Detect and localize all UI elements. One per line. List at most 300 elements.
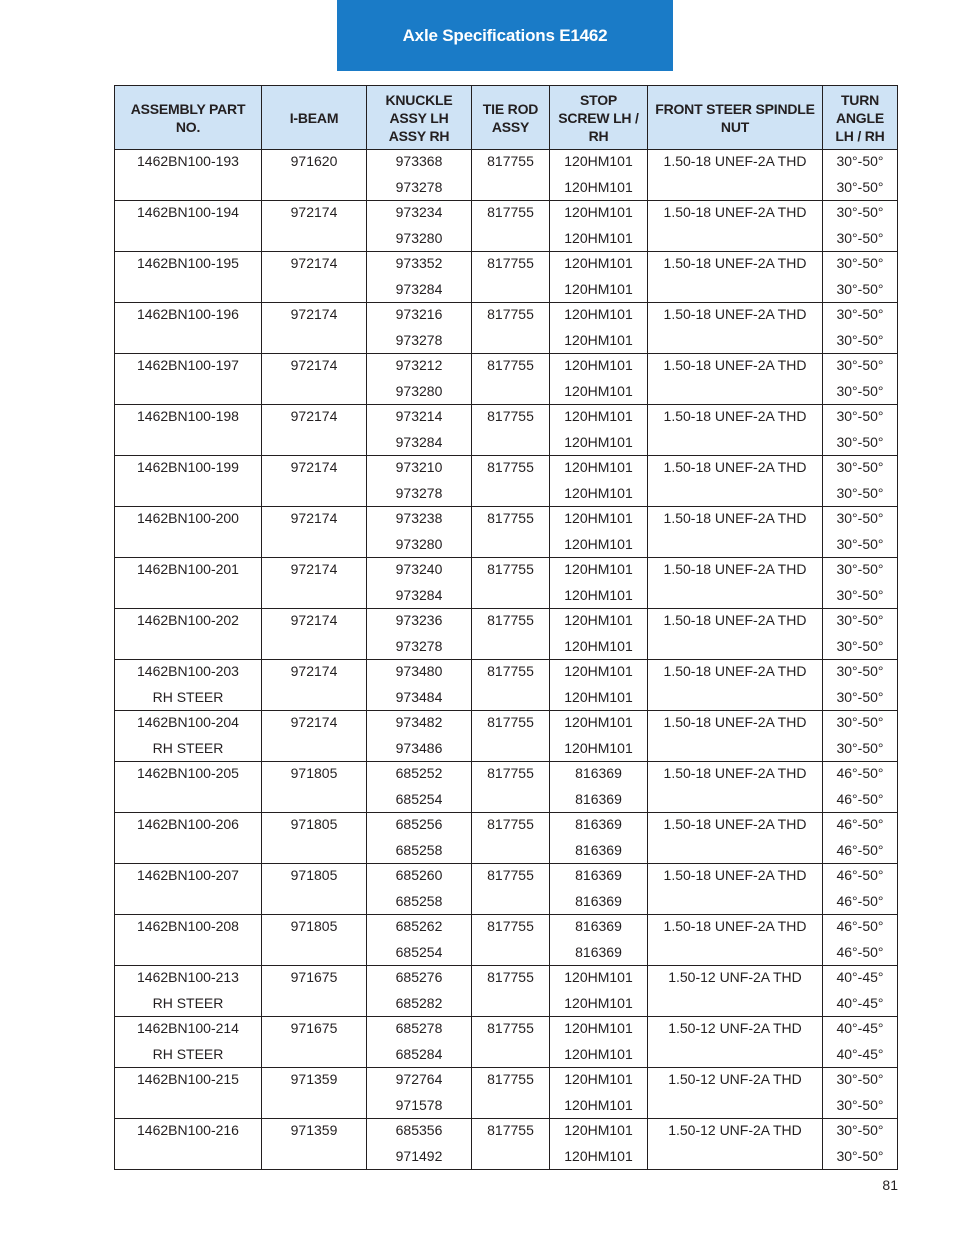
cell-spindle-nut-line-2 — [648, 481, 822, 506]
cell-i-beam-line-2 — [262, 940, 366, 965]
cell-turn-angle-line-1: 30°-50° — [836, 153, 884, 169]
cell-stop-screw-line-1: 816369 — [575, 765, 622, 781]
cell-tie-rod-assy-line-1: 817755 — [487, 510, 534, 526]
cell-assembly-part-no-line-2 — [115, 889, 261, 914]
cell-i-beam-line-1: 971805 — [290, 867, 338, 883]
table-row — [115, 456, 898, 507]
cell-turn-angle-line-1: 30°-50° — [836, 204, 884, 220]
cell-turn-angle — [823, 864, 898, 915]
cell-spindle-nut — [648, 609, 823, 660]
cell-assembly-part-no — [115, 762, 262, 813]
cell-turn-angle-line-2: 40°-45° — [836, 1046, 884, 1062]
cell-tie-rod-assy — [472, 150, 550, 201]
cell-assembly-part-no-line-1: 1462BN100-208 — [137, 918, 239, 934]
cell-i-beam-line-1: 971805 — [290, 918, 338, 934]
cell-assembly-part-no-line-1: 1462BN100-195 — [137, 255, 239, 271]
cell-knuckle-assy-line-1: 973480 — [395, 663, 443, 679]
cell-turn-angle — [823, 1119, 898, 1170]
cell-turn-angle — [823, 660, 898, 711]
cell-assembly-part-no — [115, 609, 262, 660]
cell-i-beam-line-1: 972174 — [290, 510, 338, 526]
cell-stop-screw-line-1: 120HM101 — [564, 255, 633, 271]
cell-knuckle-assy — [367, 1068, 472, 1119]
cell-turn-angle — [823, 966, 898, 1017]
cell-stop-screw-line-2: 120HM101 — [564, 536, 633, 552]
cell-turn-angle — [823, 201, 898, 252]
col-header-spindle-nut: FRONT STEER SPINDLE NUT — [648, 86, 823, 150]
cell-tie-rod-assy-line-2 — [472, 583, 549, 608]
cell-spindle-nut-line-2 — [648, 787, 822, 812]
cell-i-beam — [262, 762, 367, 813]
cell-i-beam-line-1: 971805 — [290, 816, 338, 832]
cell-assembly-part-no — [115, 456, 262, 507]
table-row — [115, 354, 898, 405]
cell-stop-screw-line-2: 120HM101 — [564, 485, 633, 501]
cell-tie-rod-assy-line-1: 817755 — [487, 153, 534, 169]
cell-turn-angle-line-1: 46°-50° — [836, 816, 884, 832]
cell-assembly-part-no-line-2 — [115, 583, 261, 608]
cell-knuckle-assy-line-2: 685258 — [395, 893, 443, 909]
cell-knuckle-assy — [367, 864, 472, 915]
cell-tie-rod-assy-line-1: 817755 — [487, 663, 534, 679]
cell-stop-screw-line-1: 120HM101 — [564, 153, 633, 169]
cell-spindle-nut — [648, 201, 823, 252]
cell-i-beam-line-1: 971805 — [290, 765, 338, 781]
cell-turn-angle — [823, 507, 898, 558]
cell-tie-rod-assy-line-1: 817755 — [487, 816, 534, 832]
cell-spindle-nut-line-1: 1.50-18 UNEF-2A THD — [663, 357, 807, 373]
cell-stop-screw-line-1: 120HM101 — [564, 459, 633, 475]
cell-spindle-nut-line-2 — [648, 1093, 822, 1118]
cell-tie-rod-assy-line-1: 817755 — [487, 561, 534, 577]
cell-tie-rod-assy-line-1: 817755 — [487, 204, 534, 220]
cell-i-beam — [262, 1017, 367, 1068]
cell-turn-angle — [823, 1068, 898, 1119]
cell-spindle-nut — [648, 762, 823, 813]
cell-i-beam-line-2 — [262, 328, 366, 353]
cell-tie-rod-assy — [472, 1068, 550, 1119]
cell-assembly-part-no — [115, 711, 262, 762]
cell-assembly-part-no-line-1: 1462BN100-202 — [137, 612, 239, 628]
cell-spindle-nut-line-1: 1.50-12 UNF-2A THD — [668, 1020, 802, 1036]
cell-turn-angle — [823, 456, 898, 507]
cell-i-beam-line-2 — [262, 379, 366, 404]
cell-knuckle-assy-line-1: 973236 — [395, 612, 443, 628]
cell-assembly-part-no — [115, 354, 262, 405]
cell-turn-angle-line-1: 40°-45° — [836, 969, 884, 985]
cell-assembly-part-no-line-2 — [115, 1144, 261, 1169]
cell-stop-screw-line-2: 120HM101 — [564, 230, 633, 246]
cell-knuckle-assy — [367, 405, 472, 456]
cell-stop-screw — [550, 711, 648, 762]
cell-knuckle-assy-line-2: 973284 — [395, 587, 443, 603]
cell-i-beam — [262, 405, 367, 456]
cell-i-beam-line-1: 972174 — [290, 561, 338, 577]
cell-stop-screw — [550, 609, 648, 660]
cell-stop-screw — [550, 813, 648, 864]
cell-spindle-nut-line-2 — [648, 430, 822, 455]
cell-tie-rod-assy — [472, 303, 550, 354]
cell-knuckle-assy-line-2: 685258 — [395, 842, 443, 858]
cell-spindle-nut — [648, 303, 823, 354]
cell-tie-rod-assy — [472, 915, 550, 966]
cell-knuckle-assy — [367, 1017, 472, 1068]
table-row — [115, 915, 898, 966]
cell-spindle-nut-line-2 — [648, 838, 822, 863]
cell-assembly-part-no-line-1: 1462BN100-197 — [137, 357, 239, 373]
cell-knuckle-assy — [367, 711, 472, 762]
cell-knuckle-assy-line-2: 973284 — [395, 281, 443, 297]
cell-assembly-part-no-line-1: 1462BN100-214 — [137, 1020, 239, 1036]
cell-spindle-nut — [648, 660, 823, 711]
cell-i-beam — [262, 354, 367, 405]
cell-turn-angle-line-2: 30°-50° — [836, 1097, 884, 1113]
cell-assembly-part-no-line-1: 1462BN100-200 — [137, 510, 239, 526]
cell-knuckle-assy — [367, 456, 472, 507]
cell-tie-rod-assy-line-1: 817755 — [487, 408, 534, 424]
table-header-row — [115, 86, 898, 150]
cell-turn-angle — [823, 1017, 898, 1068]
cell-spindle-nut-line-1: 1.50-18 UNEF-2A THD — [663, 714, 807, 730]
cell-spindle-nut-line-1: 1.50-12 UNF-2A THD — [668, 969, 802, 985]
cell-spindle-nut — [648, 252, 823, 303]
cell-stop-screw — [550, 150, 648, 201]
cell-tie-rod-assy — [472, 813, 550, 864]
cell-tie-rod-assy — [472, 609, 550, 660]
cell-i-beam — [262, 813, 367, 864]
cell-knuckle-assy-line-2: 973280 — [395, 230, 443, 246]
cell-knuckle-assy — [367, 609, 472, 660]
cell-tie-rod-assy-line-1: 817755 — [487, 714, 534, 730]
cell-spindle-nut-line-1: 1.50-18 UNEF-2A THD — [663, 663, 807, 679]
cell-tie-rod-assy-line-2 — [472, 991, 549, 1016]
cell-i-beam-line-2 — [262, 991, 366, 1016]
cell-spindle-nut — [648, 813, 823, 864]
cell-spindle-nut-line-2 — [648, 1042, 822, 1067]
table-row — [115, 762, 898, 813]
cell-assembly-part-no — [115, 1017, 262, 1068]
cell-stop-screw — [550, 354, 648, 405]
cell-assembly-part-no — [115, 405, 262, 456]
cell-tie-rod-assy-line-2 — [472, 736, 549, 761]
table-row — [115, 252, 898, 303]
cell-turn-angle — [823, 762, 898, 813]
cell-stop-screw-line-2: 120HM101 — [564, 1097, 633, 1113]
cell-knuckle-assy-line-2: 973284 — [395, 434, 443, 450]
cell-stop-screw — [550, 201, 648, 252]
cell-turn-angle-line-2: 30°-50° — [836, 536, 884, 552]
cell-spindle-nut-line-2 — [648, 685, 822, 710]
cell-assembly-part-no-line-2: RH STEER — [152, 1046, 224, 1062]
cell-i-beam-line-2 — [262, 277, 366, 302]
cell-spindle-nut — [648, 864, 823, 915]
cell-assembly-part-no-line-1: 1462BN100-205 — [137, 765, 239, 781]
cell-tie-rod-assy-line-1: 817755 — [487, 1122, 534, 1138]
cell-turn-angle-line-1: 30°-50° — [836, 306, 884, 322]
cell-tie-rod-assy-line-2 — [472, 940, 549, 965]
cell-tie-rod-assy — [472, 864, 550, 915]
cell-stop-screw-line-2: 120HM101 — [564, 1148, 633, 1164]
cell-assembly-part-no — [115, 558, 262, 609]
cell-tie-rod-assy-line-2 — [472, 1144, 549, 1169]
cell-spindle-nut-line-1: 1.50-18 UNEF-2A THD — [663, 918, 807, 934]
cell-stop-screw-line-1: 120HM101 — [564, 306, 633, 322]
cell-i-beam-line-1: 972174 — [290, 408, 338, 424]
cell-i-beam — [262, 864, 367, 915]
cell-tie-rod-assy-line-2 — [472, 889, 549, 914]
cell-turn-angle — [823, 303, 898, 354]
cell-tie-rod-assy — [472, 1119, 550, 1170]
cell-tie-rod-assy-line-1: 817755 — [487, 918, 534, 934]
cell-i-beam-line-2 — [262, 532, 366, 557]
cell-tie-rod-assy-line-1: 817755 — [487, 867, 534, 883]
cell-assembly-part-no-line-2 — [115, 787, 261, 812]
cell-knuckle-assy — [367, 303, 472, 354]
cell-tie-rod-assy-line-1: 817755 — [487, 459, 534, 475]
cell-assembly-part-no-line-1: 1462BN100-216 — [137, 1122, 239, 1138]
cell-knuckle-assy-line-1: 973482 — [395, 714, 443, 730]
cell-spindle-nut — [648, 150, 823, 201]
cell-knuckle-assy — [367, 558, 472, 609]
cell-stop-screw-line-2: 120HM101 — [564, 587, 633, 603]
page-title-banner — [337, 0, 673, 71]
cell-turn-angle-line-1: 30°-50° — [836, 714, 884, 730]
cell-i-beam-line-2 — [262, 175, 366, 200]
cell-stop-screw-line-1: 120HM101 — [564, 1122, 633, 1138]
cell-i-beam — [262, 150, 367, 201]
cell-turn-angle — [823, 558, 898, 609]
cell-assembly-part-no-line-2 — [115, 481, 261, 506]
cell-tie-rod-assy-line-2 — [472, 481, 549, 506]
cell-i-beam-line-1: 972174 — [290, 714, 338, 730]
cell-stop-screw-line-2: 120HM101 — [564, 383, 633, 399]
cell-spindle-nut — [648, 1119, 823, 1170]
cell-spindle-nut-line-1: 1.50-18 UNEF-2A THD — [663, 867, 807, 883]
cell-turn-angle-line-1: 30°-50° — [836, 510, 884, 526]
cell-assembly-part-no — [115, 1068, 262, 1119]
cell-turn-angle-line-2: 30°-50° — [836, 638, 884, 654]
cell-turn-angle-line-1: 30°-50° — [836, 1071, 884, 1087]
cell-spindle-nut-line-2 — [648, 328, 822, 353]
cell-i-beam — [262, 456, 367, 507]
cell-tie-rod-assy-line-1: 817755 — [487, 255, 534, 271]
cell-turn-angle-line-1: 40°-45° — [836, 1020, 884, 1036]
cell-tie-rod-assy — [472, 507, 550, 558]
table-row — [115, 1068, 898, 1119]
cell-assembly-part-no-line-2 — [115, 634, 261, 659]
cell-knuckle-assy — [367, 915, 472, 966]
cell-turn-angle — [823, 354, 898, 405]
cell-i-beam-line-1: 972174 — [290, 459, 338, 475]
cell-i-beam-line-2 — [262, 787, 366, 812]
cell-i-beam-line-1: 972174 — [290, 612, 338, 628]
cell-tie-rod-assy — [472, 660, 550, 711]
cell-assembly-part-no-line-2 — [115, 328, 261, 353]
cell-assembly-part-no-line-2 — [115, 430, 261, 455]
cell-turn-angle-line-1: 46°-50° — [836, 765, 884, 781]
cell-turn-angle-line-2: 30°-50° — [836, 1148, 884, 1164]
table-row — [115, 507, 898, 558]
cell-knuckle-assy-line-1: 685262 — [395, 918, 443, 934]
cell-spindle-nut-line-2 — [648, 277, 822, 302]
cell-tie-rod-assy-line-1: 817755 — [487, 969, 534, 985]
cell-spindle-nut-line-1: 1.50-12 UNF-2A THD — [668, 1071, 802, 1087]
table-row — [115, 150, 898, 201]
cell-spindle-nut-line-2 — [648, 379, 822, 404]
cell-tie-rod-assy-line-2 — [472, 175, 549, 200]
cell-knuckle-assy-line-2: 973278 — [395, 638, 443, 654]
table-row — [115, 558, 898, 609]
cell-knuckle-assy-line-1: 973352 — [395, 255, 443, 271]
cell-spindle-nut-line-2 — [648, 736, 822, 761]
cell-i-beam — [262, 1068, 367, 1119]
cell-assembly-part-no — [115, 1119, 262, 1170]
cell-stop-screw — [550, 1068, 648, 1119]
cell-knuckle-assy-line-1: 685256 — [395, 816, 443, 832]
cell-stop-screw-line-2: 816369 — [575, 893, 622, 909]
cell-knuckle-assy-line-1: 973216 — [395, 306, 443, 322]
cell-stop-screw-line-2: 120HM101 — [564, 689, 633, 705]
cell-stop-screw — [550, 1119, 648, 1170]
cell-knuckle-assy-line-2: 973278 — [395, 332, 443, 348]
cell-knuckle-assy — [367, 966, 472, 1017]
cell-assembly-part-no-line-1: 1462BN100-194 — [137, 204, 239, 220]
cell-knuckle-assy-line-1: 685252 — [395, 765, 443, 781]
cell-assembly-part-no-line-1: 1462BN100-207 — [137, 867, 239, 883]
cell-spindle-nut — [648, 1068, 823, 1119]
cell-spindle-nut — [648, 1017, 823, 1068]
cell-assembly-part-no-line-1: 1462BN100-204 — [137, 714, 239, 730]
cell-i-beam — [262, 507, 367, 558]
cell-knuckle-assy-line-1: 685356 — [395, 1122, 443, 1138]
table-row — [115, 1119, 898, 1170]
page-number: 81 — [882, 1177, 898, 1193]
cell-stop-screw — [550, 762, 648, 813]
cell-tie-rod-assy-line-2 — [472, 787, 549, 812]
cell-stop-screw-line-1: 816369 — [575, 867, 622, 883]
col-header-knuckle-assy: KNUCKLE ASSY LH ASSY RH — [367, 86, 472, 150]
cell-i-beam-line-1: 972174 — [290, 255, 338, 271]
cell-spindle-nut-line-2 — [648, 1144, 822, 1169]
cell-turn-angle-line-2: 30°-50° — [836, 179, 884, 195]
cell-assembly-part-no-line-2 — [115, 838, 261, 863]
cell-assembly-part-no-line-2 — [115, 175, 261, 200]
cell-spindle-nut-line-2 — [648, 991, 822, 1016]
cell-turn-angle-line-2: 30°-50° — [836, 587, 884, 603]
cell-assembly-part-no-line-1: 1462BN100-193 — [137, 153, 239, 169]
cell-knuckle-assy-line-2: 971492 — [395, 1148, 443, 1164]
cell-tie-rod-assy-line-2 — [472, 1093, 549, 1118]
cell-turn-angle — [823, 609, 898, 660]
cell-assembly-part-no — [115, 966, 262, 1017]
cell-i-beam-line-1: 972174 — [290, 204, 338, 220]
cell-tie-rod-assy-line-1: 817755 — [487, 306, 534, 322]
cell-stop-screw-line-1: 120HM101 — [564, 204, 633, 220]
cell-i-beam-line-2 — [262, 583, 366, 608]
cell-spindle-nut-line-1: 1.50-18 UNEF-2A THD — [663, 306, 807, 322]
cell-spindle-nut-line-2 — [648, 889, 822, 914]
cell-spindle-nut-line-1: 1.50-18 UNEF-2A THD — [663, 255, 807, 271]
cell-stop-screw-line-2: 816369 — [575, 944, 622, 960]
cell-knuckle-assy-line-1: 685278 — [395, 1020, 443, 1036]
cell-knuckle-assy-line-2: 973278 — [395, 485, 443, 501]
cell-turn-angle-line-2: 30°-50° — [836, 485, 884, 501]
cell-spindle-nut-line-2 — [648, 940, 822, 965]
cell-knuckle-assy-line-2: 973278 — [395, 179, 443, 195]
cell-i-beam-line-1: 971620 — [290, 153, 338, 169]
cell-stop-screw-line-1: 816369 — [575, 816, 622, 832]
cell-turn-angle-line-2: 40°-45° — [836, 995, 884, 1011]
cell-i-beam-line-1: 972174 — [290, 663, 338, 679]
axle-spec-table — [114, 85, 898, 1170]
cell-i-beam-line-2 — [262, 1042, 366, 1067]
cell-turn-angle — [823, 150, 898, 201]
cell-tie-rod-assy — [472, 201, 550, 252]
cell-stop-screw-line-2: 120HM101 — [564, 281, 633, 297]
cell-tie-rod-assy — [472, 252, 550, 303]
table-row — [115, 609, 898, 660]
col-header-i-beam: I-BEAM — [262, 86, 367, 150]
cell-knuckle-assy — [367, 252, 472, 303]
cell-spindle-nut-line-1: 1.50-18 UNEF-2A THD — [663, 408, 807, 424]
table-row — [115, 813, 898, 864]
table-row — [115, 405, 898, 456]
cell-tie-rod-assy-line-1: 817755 — [487, 765, 534, 781]
cell-stop-screw-line-1: 120HM101 — [564, 663, 633, 679]
cell-i-beam-line-1: 971675 — [290, 1020, 338, 1036]
cell-knuckle-assy — [367, 201, 472, 252]
cell-knuckle-assy — [367, 813, 472, 864]
cell-tie-rod-assy-line-2 — [472, 685, 549, 710]
cell-turn-angle-line-2: 46°-50° — [836, 944, 884, 960]
cell-spindle-nut — [648, 405, 823, 456]
cell-spindle-nut-line-2 — [648, 226, 822, 251]
cell-assembly-part-no — [115, 915, 262, 966]
cell-tie-rod-assy-line-1: 817755 — [487, 1020, 534, 1036]
cell-stop-screw-line-1: 120HM101 — [564, 357, 633, 373]
cell-turn-angle-line-1: 30°-50° — [836, 255, 884, 271]
page-title: Axle Specifications E1462 — [402, 25, 608, 45]
cell-i-beam-line-1: 971359 — [290, 1071, 338, 1087]
cell-tie-rod-assy-line-2 — [472, 430, 549, 455]
cell-knuckle-assy-line-1: 685260 — [395, 867, 443, 883]
cell-knuckle-assy — [367, 1119, 472, 1170]
cell-assembly-part-no-line-2 — [115, 532, 261, 557]
cell-stop-screw-line-1: 120HM101 — [564, 714, 633, 730]
cell-stop-screw-line-1: 120HM101 — [564, 1071, 633, 1087]
cell-i-beam-line-2 — [262, 889, 366, 914]
cell-i-beam-line-2 — [262, 634, 366, 659]
cell-tie-rod-assy — [472, 1017, 550, 1068]
col-header-assembly-part-no: ASSEMBLY PART NO. — [115, 86, 262, 150]
cell-i-beam-line-2 — [262, 226, 366, 251]
cell-assembly-part-no-line-2: RH STEER — [152, 689, 224, 705]
cell-assembly-part-no-line-1: 1462BN100-213 — [137, 969, 239, 985]
cell-spindle-nut-line-2 — [648, 175, 822, 200]
cell-turn-angle — [823, 252, 898, 303]
cell-knuckle-assy-line-2: 685254 — [395, 944, 443, 960]
cell-knuckle-assy-line-1: 973210 — [395, 459, 443, 475]
cell-knuckle-assy-line-1: 972764 — [395, 1071, 443, 1087]
cell-assembly-part-no-line-2 — [115, 277, 261, 302]
cell-spindle-nut-line-1: 1.50-18 UNEF-2A THD — [663, 459, 807, 475]
cell-stop-screw-line-2: 816369 — [575, 842, 622, 858]
cell-stop-screw — [550, 660, 648, 711]
cell-assembly-part-no — [115, 507, 262, 558]
cell-assembly-part-no-line-2: RH STEER — [152, 740, 224, 756]
cell-turn-angle — [823, 915, 898, 966]
cell-i-beam — [262, 1119, 367, 1170]
